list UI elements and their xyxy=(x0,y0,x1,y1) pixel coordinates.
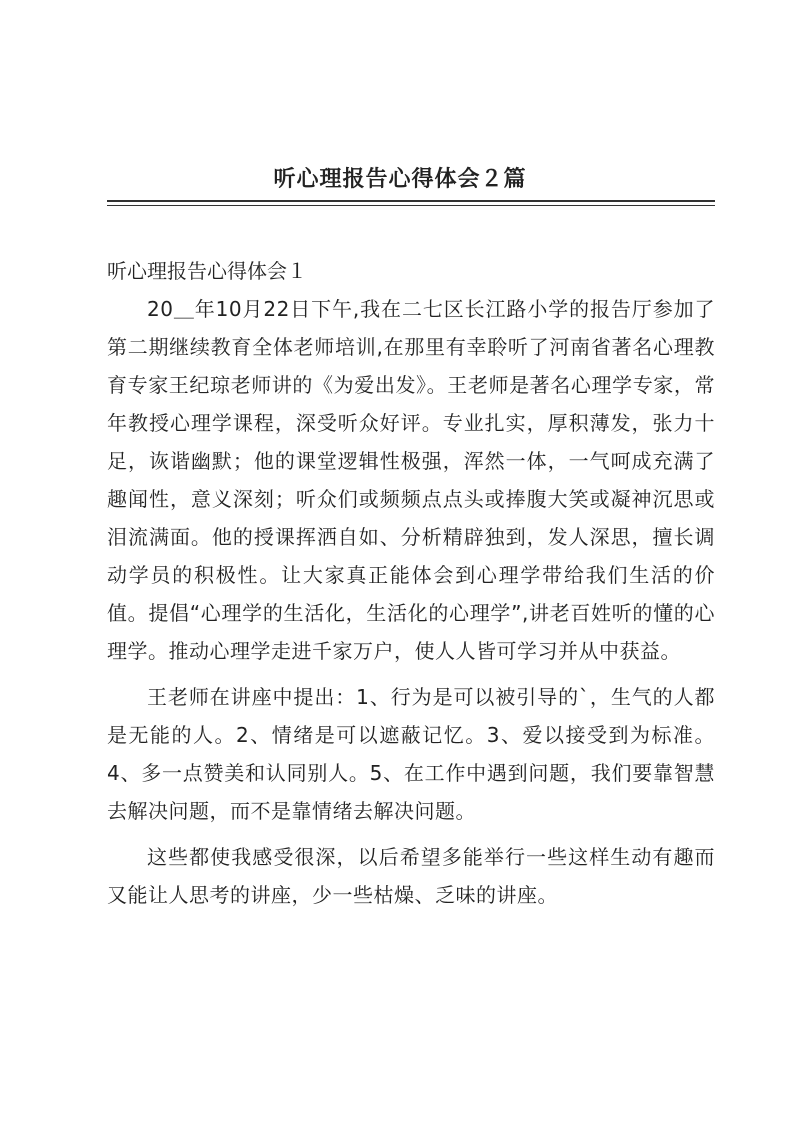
document-body xyxy=(107,252,715,922)
title-underline-thin xyxy=(107,205,715,206)
paragraph-2: 王老师在讲座中提出：1、行为是可以被引导的`，生气的人都是无能的人。2、情绪是可以遮蔽记忆。3、爱以接受到为标准。4、多一点赞美和认同别人。5、在工作中遇到问题，我们要靠智慧去解决问题，而不是靠情绪去解决问题。 xyxy=(107,685,715,823)
paragraph-3: 这些都使我感受很深，以后希望多能举行一些这样生动有趣而又能让人思考的讲座，少一些枯燥、乏味的讲座。 xyxy=(107,845,715,907)
title-underline-thick xyxy=(107,200,715,202)
paragraph-1: 20＿年10月22日下午,我在二七区长江路小学的报告厅参加了第二期继续教育全体老师培训,在那里有幸聆听了河南省著名心理教育专家王纪琼老师讲的《为爱出发》。王老师是著名心理学专家，常年教授心理学课程，深受听众好评。专业扎实，厚积薄发，张力十足，诙谐幽默；他的课堂逻辑性极强，浑然一体，一气呵成充满了趣闻性，意义深刻；听众们或频频点点头或捧腹大笑或凝神沉思或泪流满面。他的授课挥洒自如、分析精辟独到，发人深思，擅长调动学员的积极性。让大家真正能体会到心理学带给我们生活的价值。提倡“心理学的生活化，生活化的心理学”,讲老百姓听的懂的心理学。推动心理学走进千家万户，使人人皆可学习并从中获益。 xyxy=(107,297,715,663)
section-heading: 听心理报告心得体会１ xyxy=(107,259,307,283)
document-title: 听心理报告心得体会２篇 xyxy=(273,166,527,192)
